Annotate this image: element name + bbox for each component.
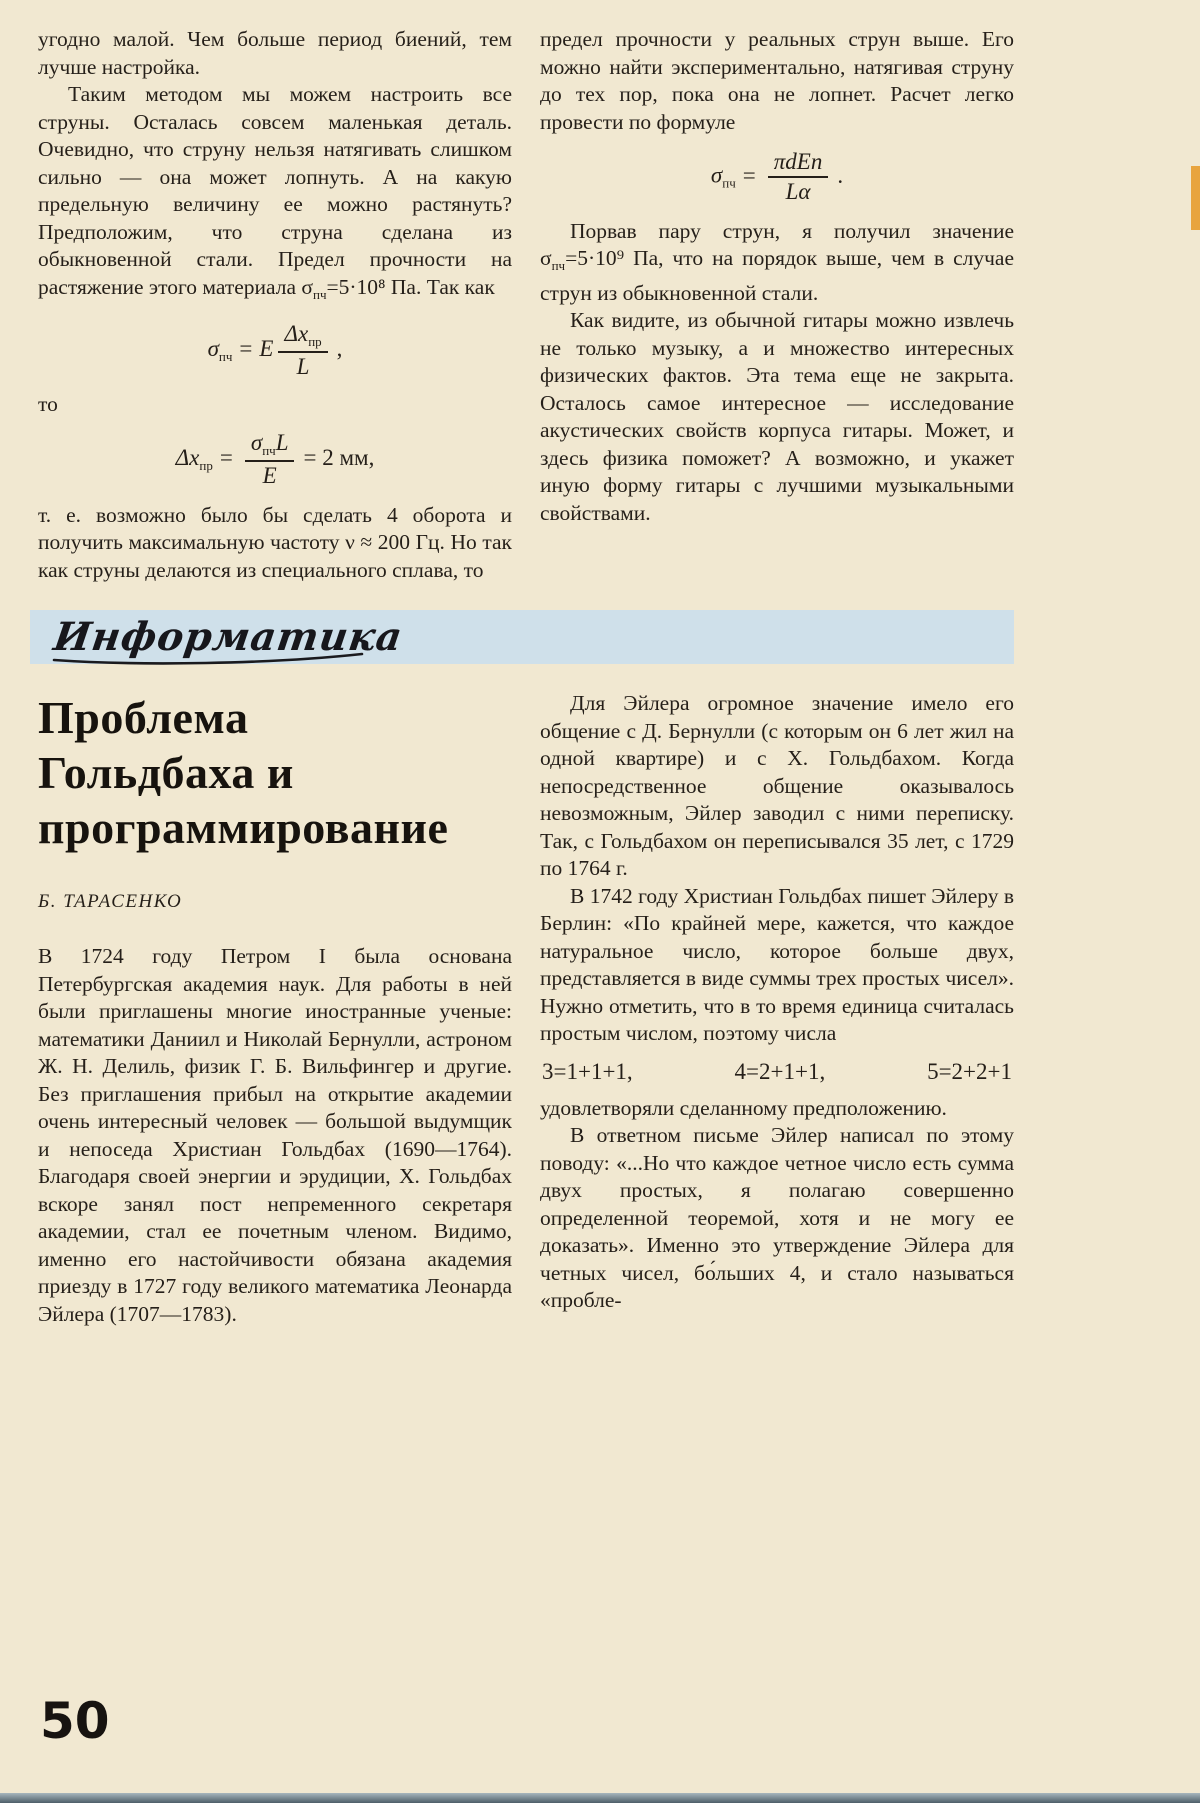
title-line-1: Проблема bbox=[38, 692, 249, 744]
physics-left-column bbox=[38, 26, 512, 584]
sigma-subscript: пч bbox=[551, 258, 566, 274]
formula-punctuation: . bbox=[837, 162, 844, 188]
formula-connector-word: то bbox=[38, 392, 58, 417]
article-right-column bbox=[540, 690, 1014, 1328]
numerator-variable: Δx bbox=[284, 321, 309, 346]
physics-paragraph-2 bbox=[38, 81, 512, 308]
paragraph-text: =5·10⁹ Па, что на порядок выше, чем в случае струн из обыкновенной стали. bbox=[540, 246, 1014, 305]
physics-paragraph-5 bbox=[540, 218, 1014, 308]
underline-flourish-icon bbox=[50, 649, 368, 665]
goldbach-sum-examples bbox=[542, 1059, 1012, 1085]
formula-punctuation: , bbox=[336, 335, 343, 361]
formula-lhs: σ bbox=[710, 162, 723, 188]
article-paragraph-1: В 1724 году Петром I была основана Петербургская академия наук. Для работы в ней были приглашены многие иностранные ученые: математики Даниил и Николай Бернулли, астроном Ж. Н. Делиль, физик Г. Б. Вильфингер и другие. Без приглашения прибыл на открытие академии очень интересный человек — большой выдумщик и непоседа Христиан Гольдбах (1690—1764). Благодаря своей энергии и эрудиции, Х. Гольдбах вскоре занял пост непременного секретаря академии, стал ее почетным членом. Видимо, именно его настойчивости обязана академия приезду в 1727 году великого математика Леонарда Эйлера (1707—1783). bbox=[38, 944, 512, 1326]
article-paragraph-3: В 1742 году Христиан Гольдбах пишет Эйлеру в Берлин: «По крайней мере, кажется, что каждое натуральное число, которое больше двух, представляется в виде суммы трех простых чисел». Нужно отметить, что в то время единица считалась простым числом, поэтому числа bbox=[540, 883, 1014, 1046]
formula-lhs: Δx bbox=[175, 445, 200, 471]
article-title bbox=[38, 690, 512, 855]
page-number: 50 bbox=[40, 1692, 110, 1750]
paragraph-text: Таким методом мы можем настроить все струны. Осталась совсем маленькая деталь. Очевидно, что струну нельзя натягивать слишком сильно — она может лопнуть. А на какую предельную величину ее можно растянуть? Предположим, что струна сделана из обыкновенной стали. Предел прочности на растяжение этого материала σ bbox=[38, 82, 512, 299]
sum-example-3: 5=2+2+1 bbox=[927, 1058, 1012, 1084]
numerator-variable: σ bbox=[250, 430, 263, 456]
paragraph-text: =5·10⁸ Па. Так как bbox=[326, 274, 495, 299]
numerator-subscript: пр bbox=[308, 334, 322, 349]
formula-lhs-subscript: пр bbox=[199, 458, 213, 474]
page-bottom-edge bbox=[0, 1793, 1200, 1803]
sum-example-2: 4=2+1+1, bbox=[734, 1058, 826, 1084]
fraction-denominator: E bbox=[262, 463, 277, 489]
formula-lhs-subscript: пч bbox=[722, 175, 736, 191]
page-content bbox=[38, 26, 1014, 1328]
formula-elongation bbox=[38, 430, 512, 489]
equals-sign: = bbox=[742, 162, 756, 188]
fraction bbox=[278, 321, 327, 380]
fraction-denominator: Lα bbox=[785, 179, 811, 205]
equals-sign: = bbox=[219, 445, 233, 471]
fraction-numerator bbox=[245, 430, 295, 462]
article-author: Б. ТАРАСЕНКО bbox=[38, 891, 183, 913]
sigma-subscript: пч bbox=[313, 286, 327, 302]
article-paragraph-5: В ответном письме Эйлер написал по этому поводу: «...Но что каждое четное число есть сумма двух простых, я полагаю совершенно определенной теоремой, хотя и не могу ее доказать». Именно это утверждение Эйлера для четных чисел, бо́льших 4, и стало называться «пробле- bbox=[540, 1123, 1014, 1313]
section-script-wrap bbox=[50, 613, 406, 660]
formula-tensile-limit bbox=[540, 149, 1014, 206]
physics-paragraph-6: Как видите, из обычной гитары можно извлечь не только музыку, а и множество интересных физических фактов. Эта тема еще не закрыта. Осталось самое интересное — исследование акустических свойств корпуса гитары. Может, и здесь физика поможет? А возможно, и укажет иную форму гитары с лучшими музыкальными свойствами. bbox=[540, 308, 1014, 525]
sum-example-1: 3=1+1+1, bbox=[542, 1058, 633, 1084]
fraction-numerator bbox=[278, 321, 327, 353]
formula-lhs-subscript: пч bbox=[218, 348, 233, 364]
formula-lhs: σ bbox=[207, 335, 219, 361]
physics-paragraph-1: угодно малой. Чем больше период биений, тем лучше настройка. bbox=[38, 27, 512, 79]
page-edge-tab bbox=[1191, 166, 1200, 230]
title-line-2: Гольдбаха и bbox=[38, 747, 294, 799]
fraction-numerator: πdEn bbox=[768, 149, 829, 178]
fraction bbox=[768, 149, 829, 206]
physics-right-column bbox=[540, 26, 1014, 584]
fraction-denominator: L bbox=[296, 353, 310, 379]
formula-stress-strain bbox=[38, 321, 512, 380]
goldbach-article bbox=[38, 690, 1014, 1328]
article-paragraph-2: Для Эйлера огромное значение имело его общение с Д. Бернулли (с которым он 6 лет жил на одной квартире) и с Х. Гольдбахом. Когда непосредственное общение оказывалось невозможным, Эйлер заводил с ними переписку. Так, с Гольдбахом он переписывался 35 лет, с 1729 по 1764 г. bbox=[540, 691, 1014, 881]
formula-coefficient: E bbox=[259, 335, 274, 361]
paragraph-text: Порвав пару струн, я получил значение σ bbox=[540, 218, 1014, 271]
physics-article-continuation bbox=[38, 26, 1014, 584]
physics-paragraph-3: т. е. возможно было бы сделать 4 оборота и получить максимальную частоту ν ≈ 200 Гц. Но так как струны делаются из специального сплава, то bbox=[38, 502, 512, 582]
physics-paragraph-4: предел прочности у реальных струн выше. Его можно найти экспериментально, натягивая струну до тех пор, пока она не лопнет. Расчет легко провести по формуле bbox=[540, 27, 1014, 134]
numerator-subscript: пч bbox=[262, 443, 276, 459]
equals-sign: = bbox=[239, 335, 253, 361]
article-left-column bbox=[38, 690, 512, 1328]
fraction bbox=[245, 430, 295, 489]
numerator-variable-2: L bbox=[275, 430, 289, 456]
section-label: Информатика bbox=[50, 613, 406, 660]
section-band-informatika bbox=[30, 610, 1014, 664]
article-paragraph-4: удовлетворяли сделанному предположению. bbox=[540, 1095, 947, 1120]
title-line-3: программирование bbox=[38, 802, 449, 854]
formula-result: = 2 мм, bbox=[303, 445, 375, 471]
